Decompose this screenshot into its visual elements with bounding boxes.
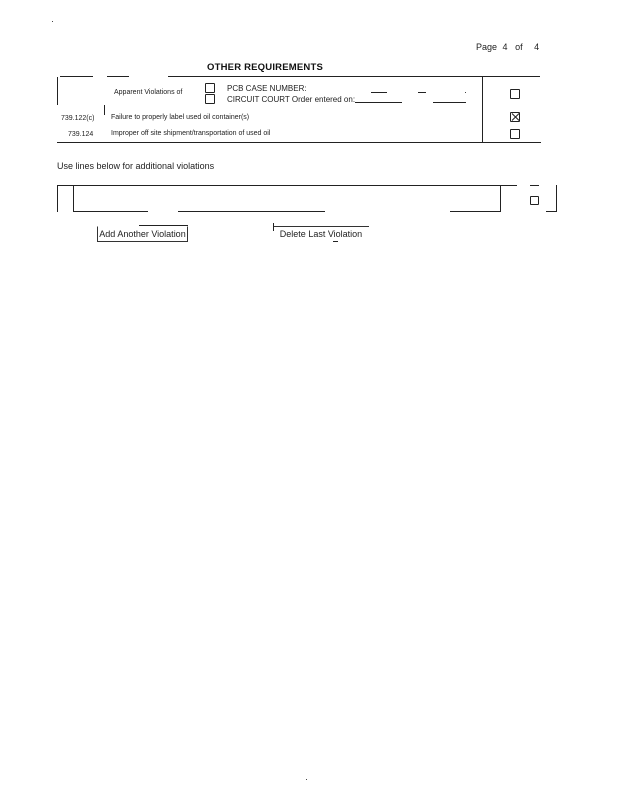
violation-checkbox-1[interactable]: [510, 112, 520, 122]
table-column-divider: [104, 105, 105, 115]
page-indicator: [476, 42, 539, 52]
table-top-rule-3: [168, 76, 540, 77]
additional-row-right-border: [556, 185, 557, 212]
delete-button-underline: [333, 241, 338, 242]
page-label: Page: [476, 42, 498, 52]
circuit-court-checkbox[interactable]: [205, 94, 215, 104]
additional-right-rule: [546, 211, 557, 212]
additional-extra-field[interactable]: [450, 211, 500, 212]
pcb-field-1[interactable]: [371, 92, 387, 93]
pcb-field-2[interactable]: [418, 92, 426, 93]
violation-checkbox-2[interactable]: [510, 129, 520, 139]
additional-row-top-rule-right: [530, 185, 539, 186]
additional-row-top-rule: [57, 185, 517, 186]
circuit-court-label: CIRCUIT COURT Order entered on:: [227, 95, 356, 104]
additional-row-check-divider: [500, 185, 501, 212]
additional-violations-instruction: Use lines below for additional violations: [57, 161, 215, 171]
table-bottom-rule: [57, 142, 541, 143]
violation-description-2: Improper off site shipment/transportation of used oil: [111, 130, 271, 137]
page-number: 4: [502, 42, 508, 52]
violation-code-1: 739.122(c): [61, 115, 95, 122]
apparent-violations-label: Apparent Violations of: [114, 89, 183, 96]
table-left-border: [57, 77, 58, 105]
circuit-date-field-1[interactable]: [355, 102, 402, 103]
delete-violation-button[interactable]: Delete Last Violation: [273, 226, 369, 240]
section-title: OTHER REQUIREMENTS: [207, 62, 324, 73]
footer-mark: [306, 779, 307, 780]
additional-row-checkbox[interactable]: [530, 196, 539, 205]
pcb-field-3[interactable]: [465, 92, 466, 93]
pcb-case-label: PCB CASE NUMBER:: [227, 84, 307, 93]
corner-mark: [52, 21, 53, 22]
additional-row-left-border: [57, 185, 58, 212]
table-check-divider: [482, 77, 483, 142]
table-top-rule-2: [107, 76, 129, 77]
additional-code-field[interactable]: [74, 211, 148, 212]
violation-code-2: 739.124: [68, 131, 94, 138]
page-total: 4: [534, 42, 540, 52]
header-row-checkbox[interactable]: [510, 89, 520, 99]
table-top-rule-1: [60, 76, 93, 77]
violation-description-1: Failure to properly label used oil container(s): [111, 114, 250, 121]
delete-button-left-edge: [273, 223, 274, 231]
page-of: of: [515, 42, 523, 52]
additional-row-code-divider: [73, 185, 74, 212]
additional-description-field[interactable]: [178, 211, 325, 212]
add-button-top-rule: [139, 225, 188, 226]
add-violation-button[interactable]: Add Another Violation: [97, 226, 188, 242]
circuit-date-field-2[interactable]: [433, 102, 466, 103]
pcb-checkbox[interactable]: [205, 83, 215, 93]
